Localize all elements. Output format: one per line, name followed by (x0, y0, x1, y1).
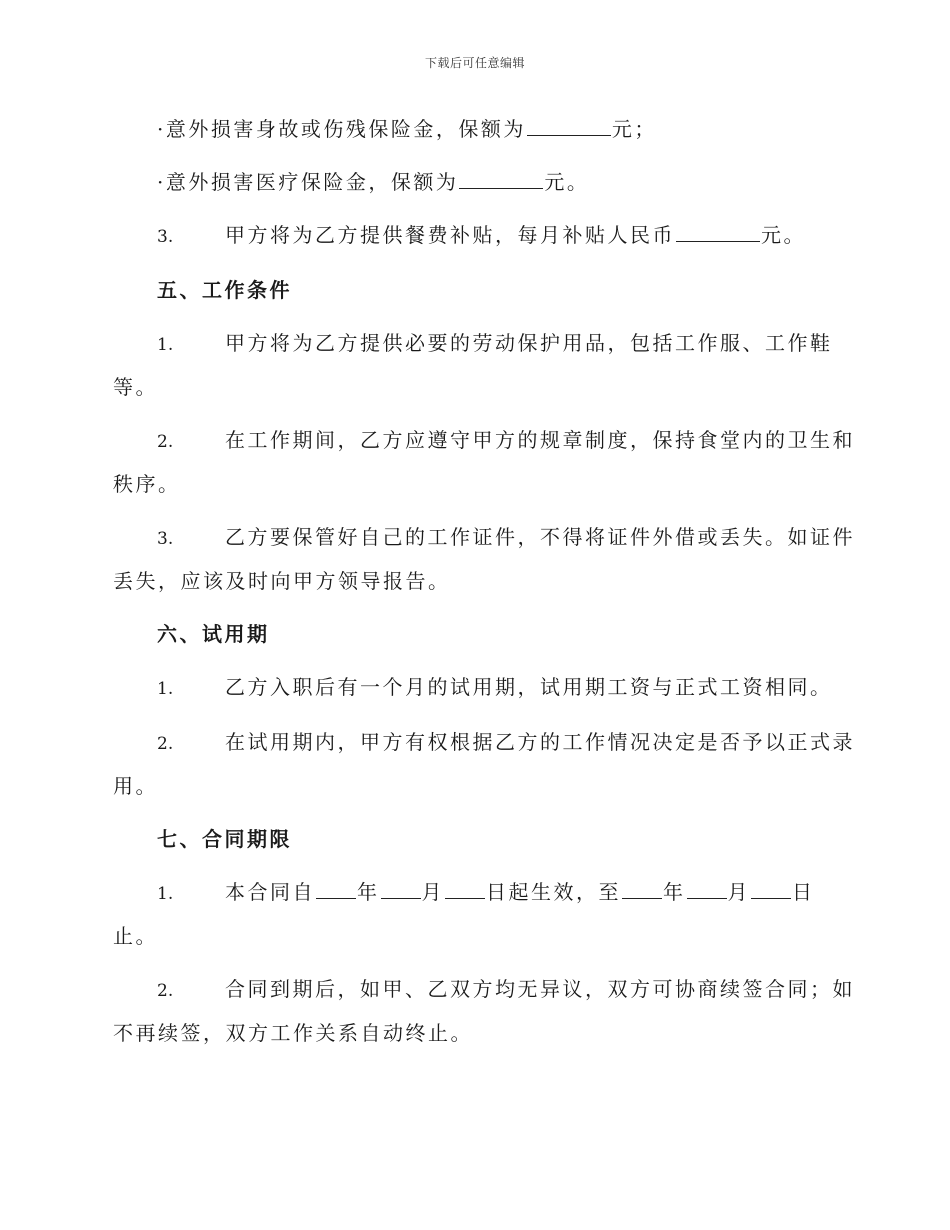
blank-field (459, 166, 543, 189)
clause-text: 合同到期后，如甲、乙双方均无异议，双方可协商续签合同；如 (225, 977, 855, 1001)
clause-text: 本合同自 (225, 880, 315, 904)
clause-number: 2. (157, 432, 174, 452)
insurance-item-death (113, 108, 838, 150)
document-body (113, 108, 855, 1054)
blank-field (676, 219, 760, 242)
clause-number: 2. (157, 981, 174, 1001)
clause-number: 3. (157, 529, 174, 549)
clause-text: 乙方入职后有一个月的试用期，试用期工资与正式工资相同。 (225, 675, 833, 699)
clause-number: 1. (157, 679, 174, 699)
insurance-item-death-text: ·意外损害身故或伤残保险金，保额为 (157, 117, 526, 141)
date-unit-year: 年 (663, 880, 686, 904)
blank-field (316, 876, 356, 899)
clause-number: 1. (157, 335, 174, 355)
clause-number: 1. (157, 884, 174, 904)
clause (113, 968, 855, 1054)
clause (113, 871, 838, 957)
clause-text-continued: 用。 (113, 774, 158, 798)
date-unit-month: 月 (727, 880, 750, 904)
clause (113, 721, 855, 807)
clause (113, 322, 838, 408)
meal-subsidy-clause (113, 214, 838, 258)
blank-field (687, 876, 727, 899)
clause (113, 419, 855, 505)
date-unit-year: 年 (357, 880, 380, 904)
section-title-contract-term: 七、合同期限 (157, 827, 292, 851)
clause-text-continued: 不再续签，双方工作关系自动终止。 (113, 1021, 473, 1045)
insurance-item-medical (113, 161, 838, 203)
clause-text-continued: 止。 (113, 924, 158, 948)
date-unit-month: 月 (421, 880, 444, 904)
section-title-probation: 六、试用期 (157, 622, 270, 646)
blank-field (527, 113, 611, 136)
section-title-work-conditions: 五、工作条件 (157, 278, 292, 302)
blank-field (381, 876, 421, 899)
clause-text: 在试用期内，甲方有权根据乙方的工作情况决定是否予以正式录 (225, 730, 855, 754)
clause-number: 2. (157, 734, 174, 754)
date-unit-day: 日 (792, 880, 815, 904)
clause (113, 666, 838, 710)
clause (113, 516, 855, 602)
meal-subsidy-text: 甲方将为乙方提供餐费补贴，每月补贴人民币 (225, 223, 675, 247)
insurance-item-medical-text: ·意外损害医疗保险金，保额为 (157, 170, 459, 194)
clause-text: 日起生效，至 (486, 880, 621, 904)
insurance-item-medical-unit: 元。 (544, 170, 590, 194)
meal-subsidy-unit: 元。 (761, 223, 806, 247)
clause-text-continued: 丢失，应该及时向甲方领导报告。 (113, 569, 451, 593)
clause-text: 甲方将为乙方提供必要的劳动保护用品，包括工作服、工作鞋 (225, 331, 833, 355)
clause-number: 3. (157, 227, 174, 247)
blank-field (751, 876, 791, 899)
clause-text-continued: 等。 (113, 375, 158, 399)
clause-text-continued: 秩序。 (113, 472, 181, 496)
blank-field (445, 876, 485, 899)
clause-text: 在工作期间，乙方应遵守甲方的规章制度，保持食堂内的卫生和 (225, 428, 855, 452)
insurance-item-death-unit: 元； (611, 117, 657, 141)
page-header: 下载后可任意编辑 (424, 56, 525, 70)
blank-field (622, 876, 662, 899)
clause-text: 乙方要保管好自己的工作证件，不得将证件外借或丢失。如证件 (225, 525, 855, 549)
